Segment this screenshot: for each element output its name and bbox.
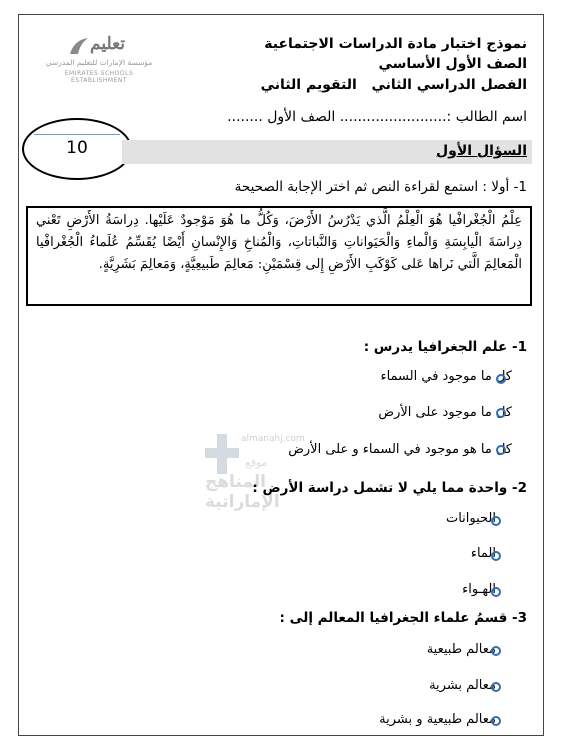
q1-option-1[interactable]: كل ما موجود في السماء [380, 369, 512, 384]
q3-option-2-radio[interactable] [491, 682, 501, 692]
logo-mark-icon [68, 36, 90, 56]
q3-option-3[interactable]: معالم طبيعية و بشرية [379, 712, 496, 727]
q3-option-2[interactable]: معالم بشرية [429, 678, 496, 693]
q2-option-3-radio[interactable] [491, 587, 501, 597]
term-line: الفصل الدراسي الثاني التقويم الثاني [260, 77, 527, 93]
logo-word: تعليم [90, 34, 126, 54]
q3-option-3-radio[interactable] [491, 716, 501, 726]
q1-option-1-radio[interactable] [496, 374, 506, 384]
q2-option-2[interactable]: الماء [470, 546, 496, 561]
q1-option-2[interactable]: كل ما موجود على الأرض [378, 405, 512, 420]
q1-option-3[interactable]: كل ما هو موجود في السماء و على الأرض [288, 442, 512, 457]
watermark-url: almanahj.com [241, 434, 305, 444]
instruction: 1- أولا : استمع لقراءة النص ثم اختر الإجابة الصحيحة [234, 179, 527, 195]
logo-arabic-text: مؤسسة الإمارات للتعليم المدرسي [45, 58, 153, 67]
reading-passage: عِلْمُ الْجُغْرافْيا هُوَ الْعِلْمُ الَّذي يَدْرُسُ الأَرْضَ، وَكُلُّ ما هُوَ مَوْجودٌ عَلَيْها. دِراسَةُ الأَرْضِ تَعْني دِراسَةَ الْيابِسَةِ وَالْماءِ وَالْحَيَواناتِ وَالنَّباتاتِ، وَالْمُناخِ وَالإِنْسانِ أَيْضًا يُقَسِّمُ عُلَماءُ الْجُغْرافْيا الْمَعالِمَ الَّتي نَراها عَلى كَوْكَبِ الأَرْضِ إِلى قِسْمَيْنِ: مَعالِمَ طَبيعِيَّةٍ، وَمَعالِمَ بَشَرِيَّةٍ. [26, 206, 532, 306]
question-1: 1- علم الجغرافيا يدرس : [363, 339, 527, 355]
score-divider [34, 134, 120, 135]
q2-option-1-radio[interactable] [491, 516, 501, 526]
score-circle [22, 118, 132, 180]
grade-line: الصف الأول الأساسي [378, 56, 527, 72]
section-title: السؤال الأول [436, 143, 527, 159]
logo-english-text: EMIRATES SCHOOLS ESTABLISHMENT [64, 70, 134, 84]
student-name-line[interactable]: اسم الطالب :........................ الصف الأول ........ [227, 109, 527, 125]
q2-option-1[interactable]: الحيوانات [445, 511, 496, 526]
q2-option-2-radio[interactable] [491, 551, 501, 561]
question-3: 3- قسمُ علماء الجغرافيا المعالم إلى : [279, 610, 527, 626]
q1-option-3-radio[interactable] [496, 445, 506, 455]
watermark-small-text: موقع [245, 456, 268, 469]
exam-title: نموذج اختبار مادة الدراسات الاجتماعية [264, 36, 527, 52]
q3-option-1[interactable]: معالم طبيعية [426, 642, 496, 657]
watermark-big-text: المناهج الإماراتية [205, 472, 280, 512]
school-logo [36, 32, 162, 82]
watermark-cross-icon [205, 434, 239, 474]
q3-option-1-radio[interactable] [491, 646, 501, 656]
q1-option-2-radio[interactable] [496, 408, 506, 418]
score-value: 10 [66, 138, 88, 158]
q2-option-3[interactable]: الهـواء [462, 582, 496, 597]
question-2: 2- واحدة مما يلي لا تشمل دراسة الأرض : [252, 480, 527, 496]
